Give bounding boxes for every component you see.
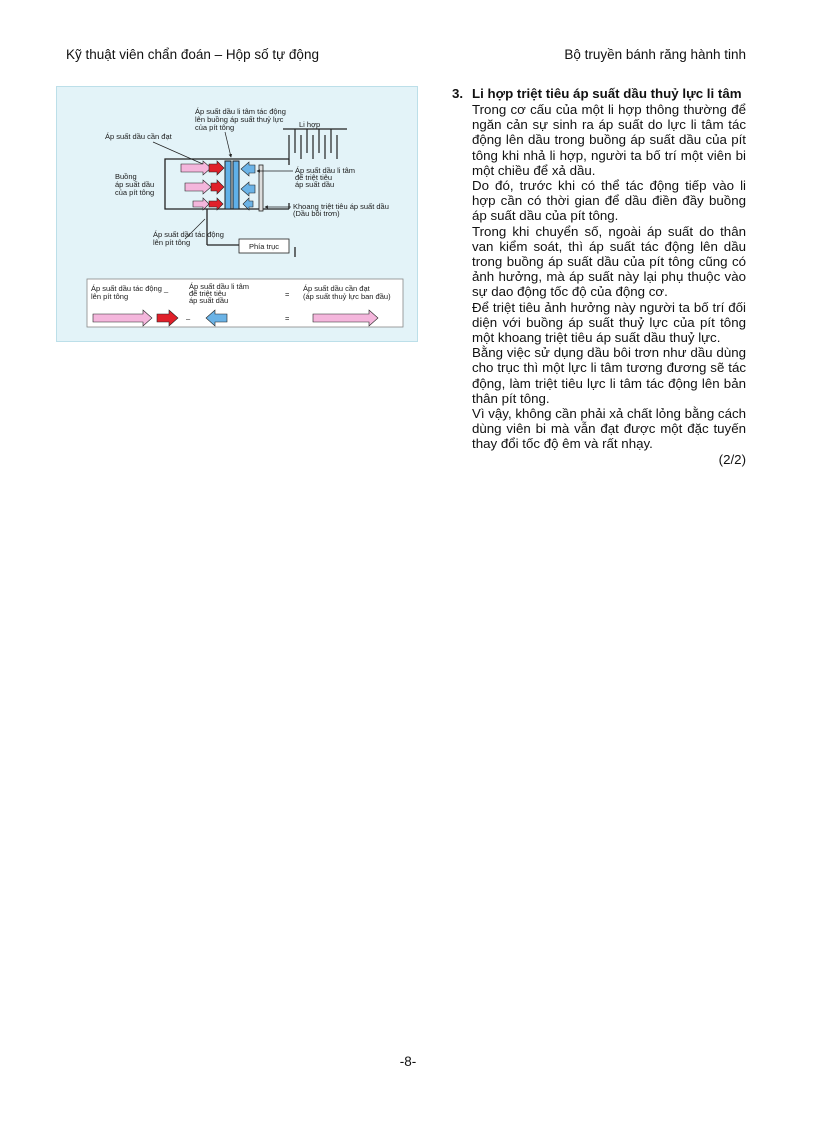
cancel-pressure-arrows — [241, 162, 255, 210]
label-cancel-centrifugal: Áp suất dầu li tâm để triệt tiêu áp suất dầu — [295, 166, 356, 189]
clutch-plates — [283, 129, 347, 159]
cancel-plate — [259, 165, 263, 211]
acting-pressure-arrows — [181, 161, 211, 210]
diagram-svg — [57, 87, 417, 341]
label-shaft-side: Phía trục — [249, 242, 280, 251]
page-marker: (2/2) — [718, 451, 746, 467]
legend-equals-2: = — [285, 314, 290, 323]
section-heading — [452, 86, 746, 102]
legend-minus: – — [186, 314, 191, 323]
section-number: 3. — [452, 86, 464, 101]
section-content — [452, 86, 746, 468]
label-cancel-chamber: Khoang triệt tiêu áp suất dầu (Dầu bôi trơn) — [293, 202, 389, 218]
page-number: -8- — [399, 1054, 417, 1069]
piston-plate-2 — [233, 161, 239, 209]
required-pressure-arrows — [209, 161, 224, 210]
paragraph: Vì vậy, không cần phải xả chất lỏng bằng cách dùng viên bi mà vẫn đạt được một đặc tuyến thay đổi tốc độ êm và rất nhạy. — [472, 406, 747, 452]
paragraph: Do đó, trước khi có thể tác động tiếp vào li hợp cần có thời gian để dầu điền đầy buồng áp suất dầu của pít tông. — [472, 178, 746, 224]
centrifugal-cancel-diagram — [56, 86, 418, 342]
section-title: Li hợp triệt tiêu áp suất dầu thuỷ lực li tâm — [472, 86, 742, 101]
paragraph: Trong cơ cấu của một li hợp thông thường để ngăn cản sự sinh ra áp suất do lực li tâm tác động lên dầu trong buồng áp suất dầu của pít tông khi nhả li hợp, người ta bố trí một viên bi một chiều để xả dầu. — [472, 102, 746, 178]
paragraph: Trong khi chuyển số, ngoài áp suất do thân van kiểm soát, thì áp suất tác động lên dầu trong buồng áp suất dầu của pít tông cũng có ảnh hưởng, mà áp suất này lại phụ thuộc vào sự dao động tốc độ của động cơ. — [472, 223, 746, 300]
label-clutch: Li hợp — [299, 120, 321, 129]
paragraph: Bằng việc sử dụng dầu bôi trơn như dầu dùng cho trục thì một lực li tâm tương đương sẽ tác động, làm triệt tiêu lực li tâm tác động lên bản thân pít tông. — [472, 345, 746, 406]
paragraph: Để triệt tiêu ảnh hưởng này người ta bố trí đối diện với buồng áp suất thuỷ lực của pít tông một khoang triệt tiêu áp suất dầu thuỷ lực. — [472, 299, 746, 346]
header-title-left: Kỹ thuật viên chẩn đoán – Hộp số tự động — [66, 47, 319, 62]
header-title-right: Bộ truyền bánh răng hành tinh — [564, 47, 746, 62]
label-piston-chamber: Buồng áp suất dầu của pít tông — [115, 172, 155, 197]
legend-required: Áp suất dầu cần đạt (áp suất thuỷ lực ban đầu) — [303, 284, 391, 301]
label-acting-pressure: Áp suất dầu tác động lên pít tông — [153, 230, 224, 247]
piston-plate — [225, 161, 231, 209]
label-required-pressure: Áp suất dầu cần đạt — [105, 132, 172, 141]
legend-cancel: Áp suất dầu li tâm để triệt tiêu áp suất dầu — [189, 282, 250, 305]
legend-equals: = — [285, 290, 290, 299]
legend-acting: Áp suất dầu tác động _ lên pít tông — [91, 284, 169, 301]
label-centrifugal-top: Áp suất dầu li tâm tác động lên buồng áp suất thuỷ lực của pít tông — [195, 107, 286, 132]
